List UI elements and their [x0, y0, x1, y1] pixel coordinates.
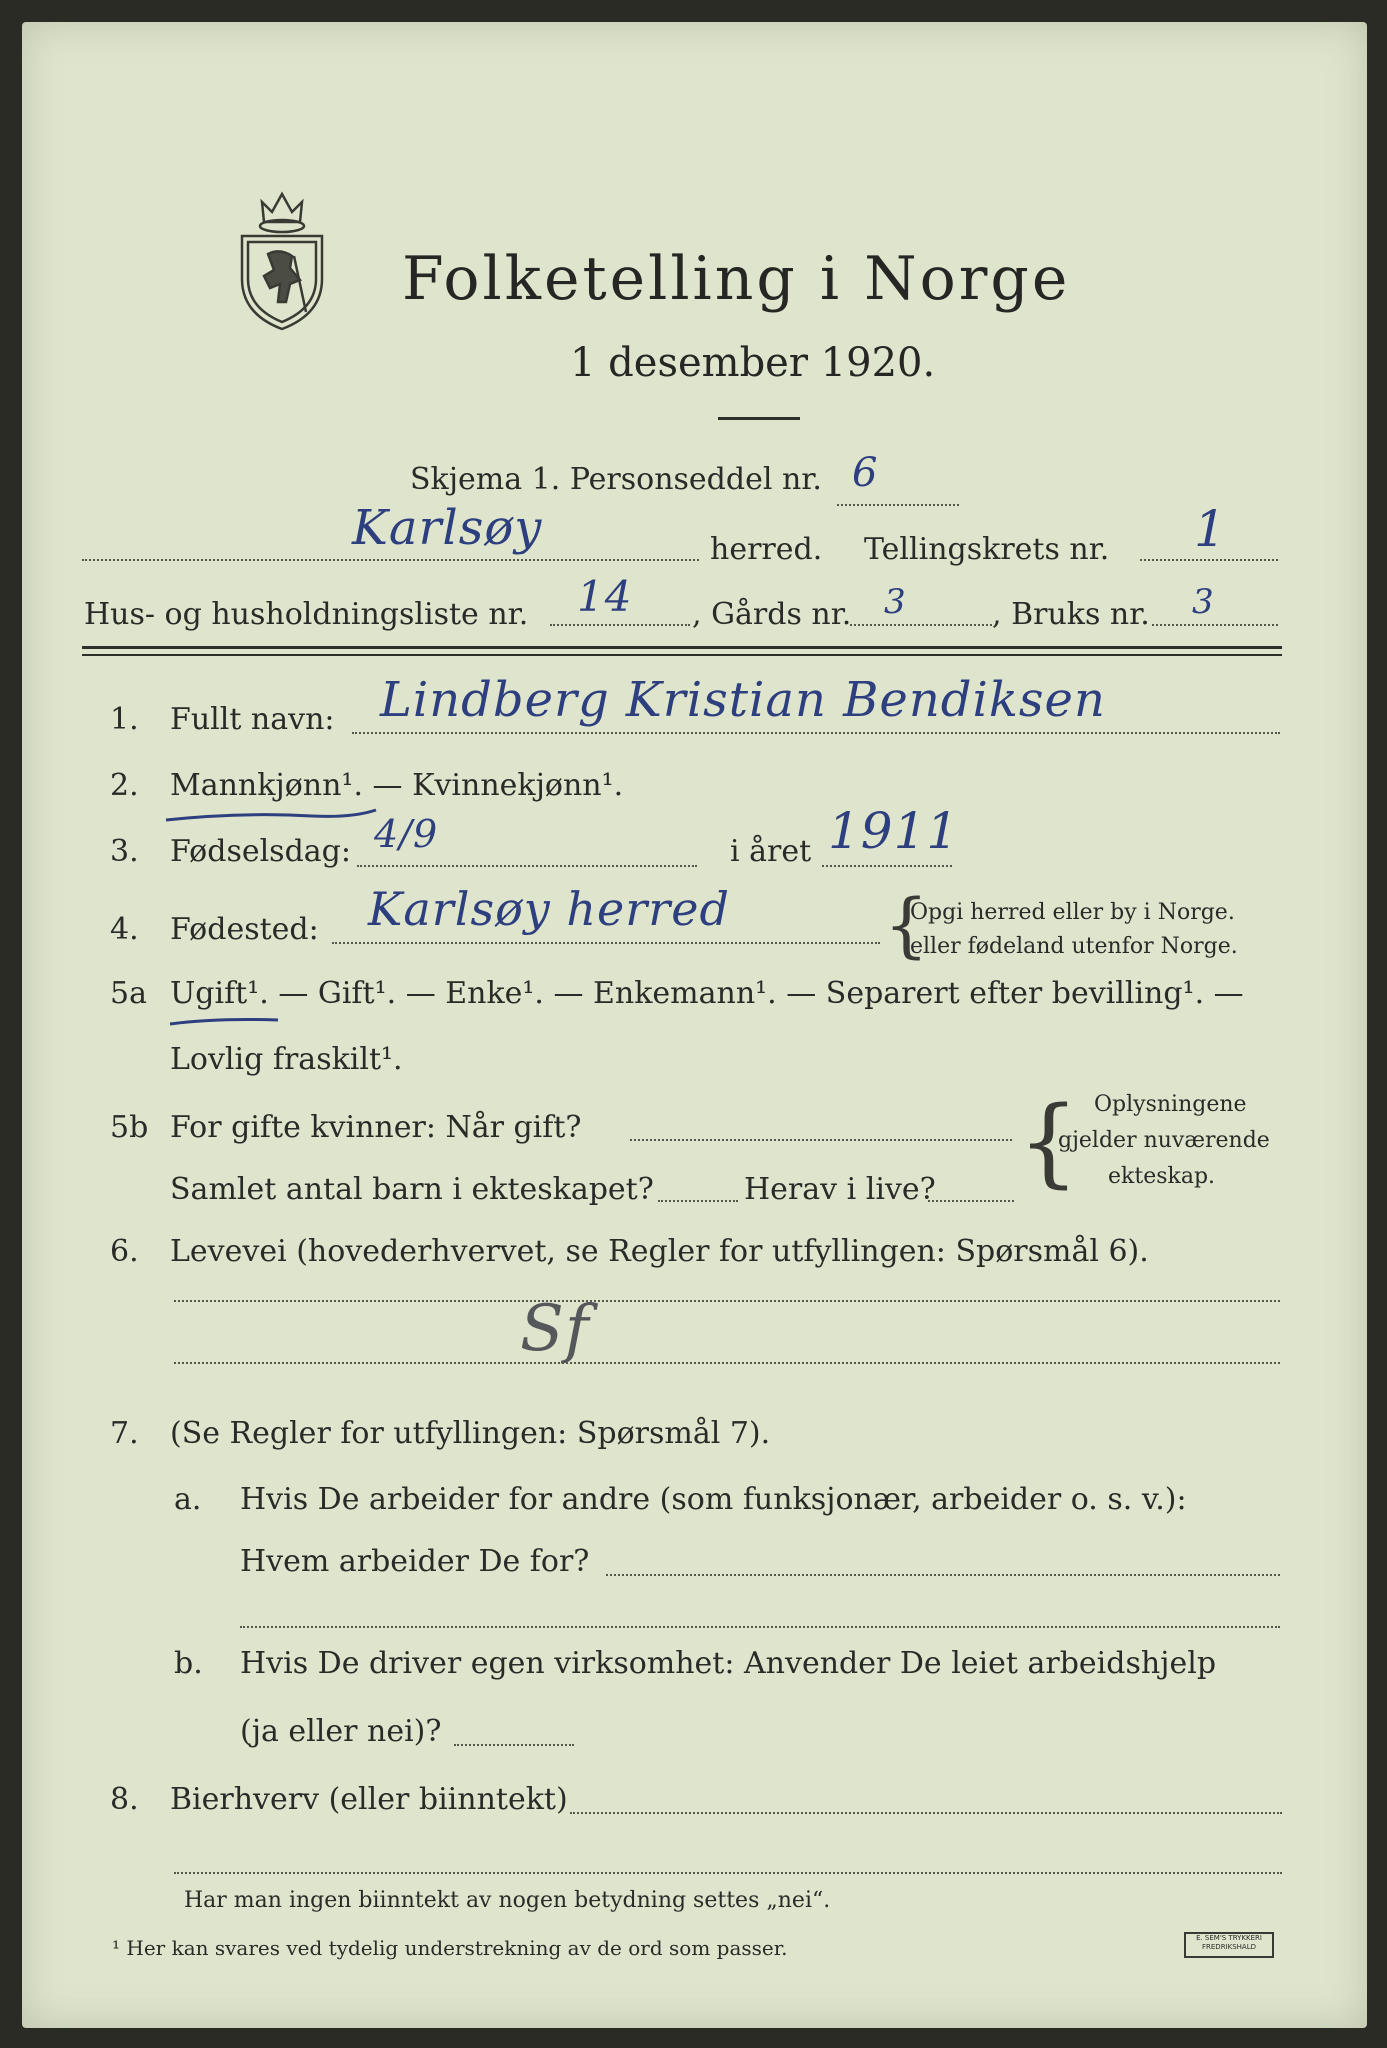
full-name-field[interactable]: [352, 732, 1280, 734]
herred-value: Karlsøy: [352, 500, 543, 556]
header-double-rule-top: [82, 646, 1282, 649]
census-date: 1 desember 1920.: [570, 340, 936, 386]
birthday-field[interactable]: [357, 865, 697, 867]
skjema-nr-field[interactable]: [837, 504, 959, 506]
employer-label: Hvem arbeider De for?: [240, 1544, 590, 1579]
gards-field[interactable]: [850, 624, 992, 626]
q7a-letter: a.: [174, 1482, 202, 1517]
children-count-field[interactable]: [658, 1200, 738, 1202]
q1-label: Fullt navn:: [170, 702, 335, 737]
printer-stamp-text: E. SEM'S TRYKKERI FREDRIKSHALD: [1196, 1934, 1262, 1951]
side-income-field-line1[interactable]: [570, 1812, 1282, 1814]
bruks-field[interactable]: [1152, 624, 1278, 626]
printer-stamp: [1184, 1932, 1274, 1958]
q6-number: 6.: [110, 1234, 139, 1269]
q7b-question: Hvis De driver egen virksomhet: Anvender De leiet arbeidshjelp: [240, 1646, 1217, 1681]
census-form-sheet: [22, 22, 1367, 2028]
married-women-when-label: For gifte kvinner: Når gift?: [170, 1110, 582, 1145]
marriage-date-field[interactable]: [630, 1139, 1012, 1141]
employer-field-line1[interactable]: [606, 1574, 1280, 1576]
header-double-rule-bottom: [82, 654, 1282, 656]
norway-coat-of-arms-icon: [234, 184, 330, 334]
herred-label: herred.: [710, 532, 823, 567]
q4-note-line1: Opgi herred eller by i Norge.: [910, 900, 1235, 925]
skjema-nr-value: 6: [852, 450, 879, 496]
husholdningsliste-value: 14: [577, 572, 633, 621]
gards-value: 3: [884, 582, 907, 622]
herred-field[interactable]: [82, 559, 699, 561]
tellingskrets-field[interactable]: [1140, 559, 1278, 561]
q5b-note-line3: ekteskap.: [1108, 1164, 1216, 1189]
children-count-label: Samlet antal barn i ekteskapet?: [170, 1172, 654, 1207]
hired-help-field[interactable]: [454, 1744, 574, 1746]
ugift-underline-mark: [166, 1010, 286, 1030]
birth-year-value: 1911: [828, 802, 960, 860]
q4-note-line2: eller fødeland utenfor Norge.: [910, 934, 1238, 959]
marital-status-options-cont: Lovlig fraskilt¹.: [170, 1042, 403, 1077]
form-title: Folketelling i Norge: [402, 244, 1071, 314]
q4-label: Fødested:: [170, 912, 319, 947]
q5b-number: 5b: [110, 1110, 149, 1145]
title-divider: [718, 417, 800, 420]
q7b-letter: b.: [174, 1646, 203, 1681]
occupation-field-line2[interactable]: [174, 1362, 1280, 1364]
marital-status-options: Ugift¹. — Gift¹. — Enke¹. — Enkemann¹. — Separert efter bevilling¹. —: [170, 976, 1244, 1011]
birthday-value: 4/9: [374, 812, 439, 856]
occupation-field-line1[interactable]: [174, 1300, 1280, 1302]
q1-number: 1.: [110, 702, 139, 737]
q4-number: 4.: [110, 912, 139, 947]
q2-number: 2.: [110, 768, 139, 803]
side-income-field-line2[interactable]: [174, 1872, 1282, 1874]
occupation-label: Levevei (hovederhvervet, se Regler for utfyllingen: Spørsmål 6).: [170, 1234, 1149, 1269]
q7-label: (Se Regler for utfyllingen: Spørsmål 7).: [170, 1416, 771, 1451]
sex-options: Mannkjønn¹. — Kvinnekjønn¹.: [170, 768, 624, 803]
hired-help-label: (ja eller nei)?: [240, 1714, 442, 1749]
skjema-label: Skjema 1. Personseddel nr.: [410, 462, 822, 497]
bruks-label: , Bruks nr.: [992, 597, 1150, 632]
full-name-value: Lindberg Kristian Bendiksen: [380, 672, 1106, 728]
husholdningsliste-label: Hus- og husholdningsliste nr.: [84, 597, 529, 632]
tellingskrets-value: 1: [1194, 500, 1227, 558]
children-alive-label: Herav i live?: [744, 1172, 936, 1207]
side-income-label: Bierhverv (eller biinntekt): [170, 1782, 568, 1817]
children-alive-field[interactable]: [928, 1200, 1014, 1202]
q5b-note-line2: gjelder nuværende: [1058, 1128, 1270, 1153]
q3-label: Fødselsdag:: [170, 834, 351, 869]
q5b-note-brace: {: [1018, 1086, 1080, 1198]
q4-note-brace: {: [884, 884, 929, 966]
birthplace-field[interactable]: [332, 942, 880, 944]
q3-number: 3.: [110, 834, 139, 869]
occupation-value: Sf: [520, 1292, 590, 1366]
birthplace-value: Karlsøy herred: [368, 882, 730, 936]
birth-year-label: i året: [730, 834, 812, 869]
bruks-value: 3: [1192, 582, 1215, 622]
q8-number: 8.: [110, 1782, 139, 1817]
q7a-question: Hvis De arbeider for andre (som funksjonær, arbeider o. s. v.):: [240, 1482, 1187, 1517]
q5a-number: 5a: [110, 976, 147, 1011]
employer-field-line2[interactable]: [240, 1626, 1280, 1628]
husholdningsliste-field[interactable]: [550, 624, 690, 626]
tellingskrets-label: Tellingskrets nr.: [864, 532, 1110, 567]
q7-number: 7.: [110, 1416, 139, 1451]
mannkjonn-underline-mark: [162, 804, 382, 826]
birth-year-field[interactable]: [822, 865, 952, 867]
no-side-income-note: Har man ingen biinntekt av nogen betydning settes „nei“.: [184, 1888, 831, 1913]
gards-label: , Gårds nr.: [692, 597, 852, 632]
q5b-note-line1: Oplysningene: [1094, 1092, 1247, 1117]
footnote: ¹ Her kan svares ved tydelig understrekning av de ord som passer.: [112, 1936, 788, 1960]
